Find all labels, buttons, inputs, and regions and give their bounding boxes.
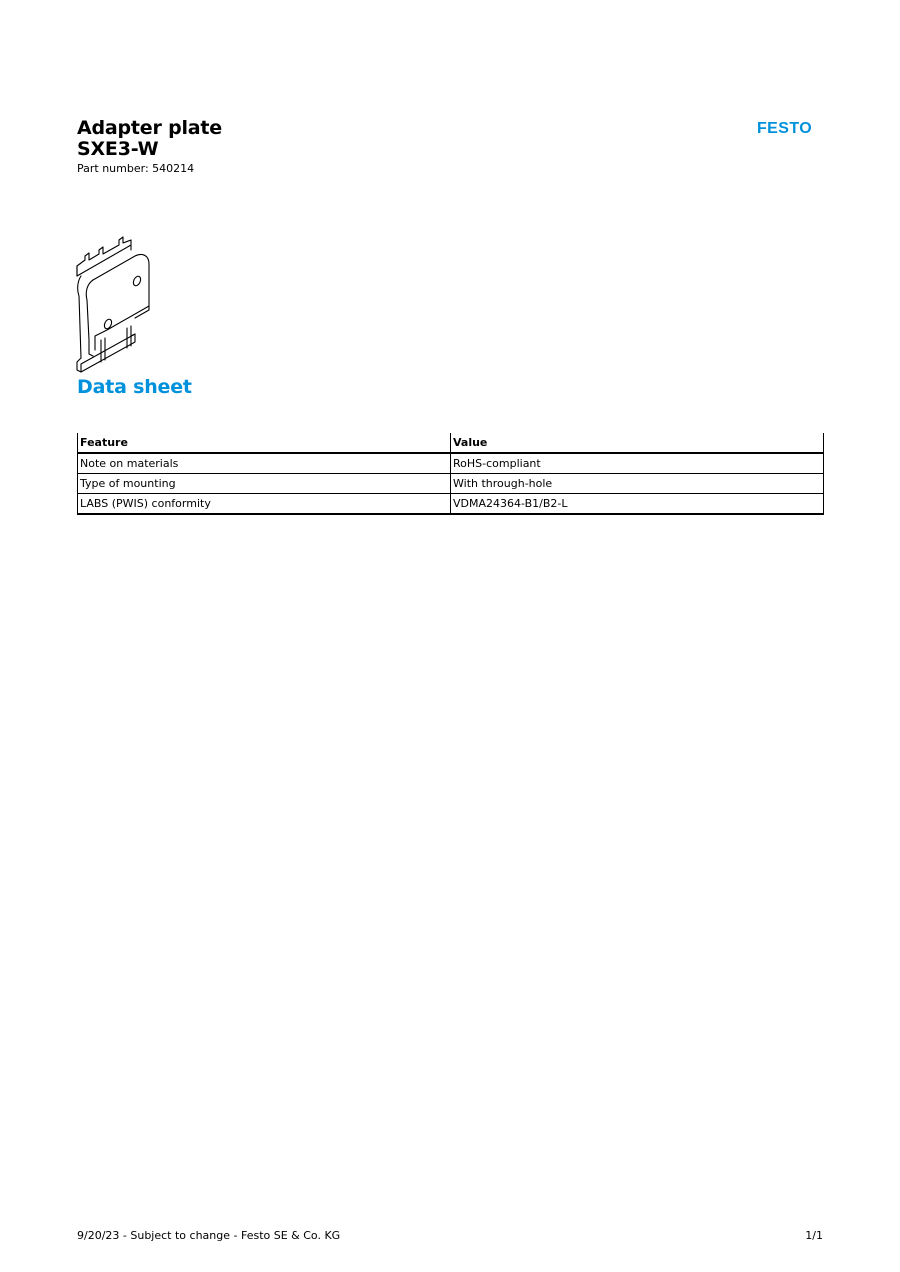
table-row [78, 474, 824, 494]
table-cell-value: With through-hole [451, 474, 824, 494]
table-header-row [78, 433, 824, 453]
table-cell-feature: Type of mounting [78, 474, 451, 494]
page-title [77, 118, 222, 160]
part-number: Part number: 540214 [77, 162, 195, 175]
table-row [78, 453, 824, 474]
footer-text: 9/20/23 - Subject to change - Festo SE & Co. KG [77, 1229, 341, 1242]
page-number: 1/1 [805, 1229, 823, 1242]
table-cell-value: VDMA24364-B1/B2-L [451, 494, 824, 515]
column-header-value: Value [451, 433, 824, 453]
table-cell-value: RoHS-compliant [451, 453, 824, 474]
adapter-plate-drawing-icon [73, 236, 153, 374]
column-header-feature: Feature [78, 433, 451, 453]
section-heading-data-sheet: Data sheet [77, 376, 192, 398]
table-row [78, 494, 824, 515]
table-cell-feature: LABS (PWIS) conformity [78, 494, 451, 515]
festo-logo: FESTO [757, 120, 813, 137]
table-cell-feature: Note on materials [78, 453, 451, 474]
title-product-code: SXE3-W [77, 138, 159, 160]
title-product-name: Adapter plate [77, 117, 222, 139]
data-table [77, 433, 824, 515]
